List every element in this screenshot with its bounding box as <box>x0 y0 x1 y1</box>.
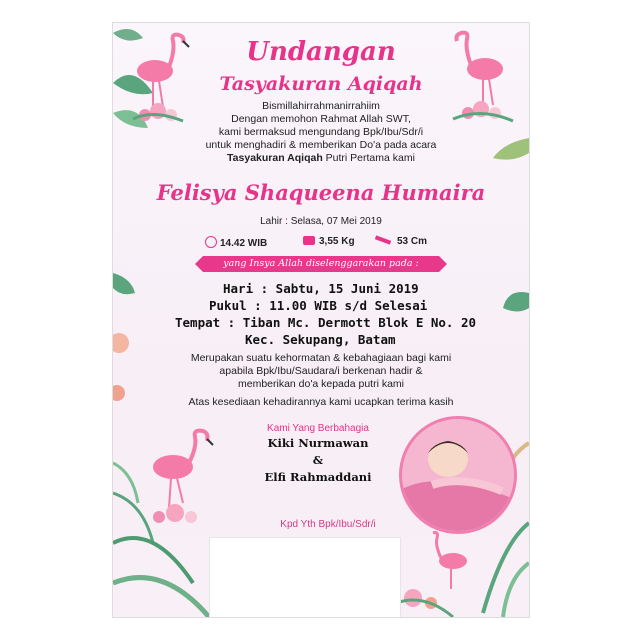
signature-ampersand: & <box>312 453 324 467</box>
intro-line: kami bermaksud mengundang Bpk/Ibu/Sdr/i <box>218 126 424 138</box>
child-name: Felisya Shaqueena Humaira <box>156 180 486 205</box>
birth-weight <box>303 236 355 247</box>
recipient-address-box <box>209 537 401 618</box>
clock-icon <box>205 236 217 248</box>
signature-name-2: Elfi Rahmaddani <box>264 470 372 484</box>
closing-text <box>153 352 489 391</box>
scale-icon <box>303 236 315 245</box>
leaf-left-icon <box>113 273 135 401</box>
closing-line: Merupakan suatu kehormatan & kebahagiaan bagi kami <box>190 352 452 364</box>
flamingo-bottom-right-icon <box>433 533 467 589</box>
closing-line: apabila Bpk/Ibu/Saudara/i berkenan hadir & <box>219 365 423 377</box>
event-day: Hari : Sabtu, 15 Juni 2019 <box>223 281 419 296</box>
signature-heading: Kami Yang Berbahagia <box>267 423 369 434</box>
intro-text <box>173 100 469 165</box>
intro-line: Dengan memohon Rahmat Allah SWT, <box>231 113 411 125</box>
intro-line: untuk menghadiri & memberikan Do'a pada acara <box>205 139 437 151</box>
birth-length-value: 53 Cm <box>397 236 428 247</box>
intro-rest: Putri Pertama kami <box>322 152 415 164</box>
event-time: Pukul : 11.00 WIB s/d Selesai <box>209 298 428 313</box>
intro-line: Bismillahirrahmanirrahiim <box>262 100 380 112</box>
signature-name-1: Kiki Nurmawan <box>267 436 369 450</box>
flamingo-middle-left-icon <box>153 431 213 508</box>
event-place-city: Kec. Sekupang, Batam <box>245 332 396 347</box>
intro-line <box>173 152 469 165</box>
baby-photo <box>399 416 517 534</box>
banner-text: yang Insya Allah diselenggarakan pada : <box>223 258 419 269</box>
intro-bold: Tasyakuran Aqiqah <box>227 152 323 164</box>
birth-weight-value: 3,55 Kg <box>319 236 355 247</box>
birth-length <box>375 236 427 247</box>
flowers-bottom-left-icon <box>113 463 209 617</box>
invitation-subtitle: Tasyakuran Aqiqah <box>219 73 423 95</box>
thanks-text: Atas kesediaan kehadirannya kami ucapkan terima kasih <box>188 396 454 408</box>
baby-illustration-icon <box>402 419 514 531</box>
ruler-icon <box>375 235 391 244</box>
closing-line: memberikan do'a kepada putri kami <box>237 378 404 390</box>
birth-date: Lahir : Selasa, 07 Mei 2019 <box>260 216 382 227</box>
invitation-card <box>112 22 530 618</box>
event-place: Tempat : Tiban Mc. Dermott Blok E No. 20 <box>175 315 477 330</box>
birth-time <box>205 236 267 249</box>
recipient-label: Kpd Yth Bpk/Ibu/Sdr/i <box>280 519 376 530</box>
birth-time-value: 14.42 WIB <box>220 238 268 249</box>
schedule-banner <box>203 256 439 272</box>
invitation-title: Undangan <box>246 37 396 67</box>
